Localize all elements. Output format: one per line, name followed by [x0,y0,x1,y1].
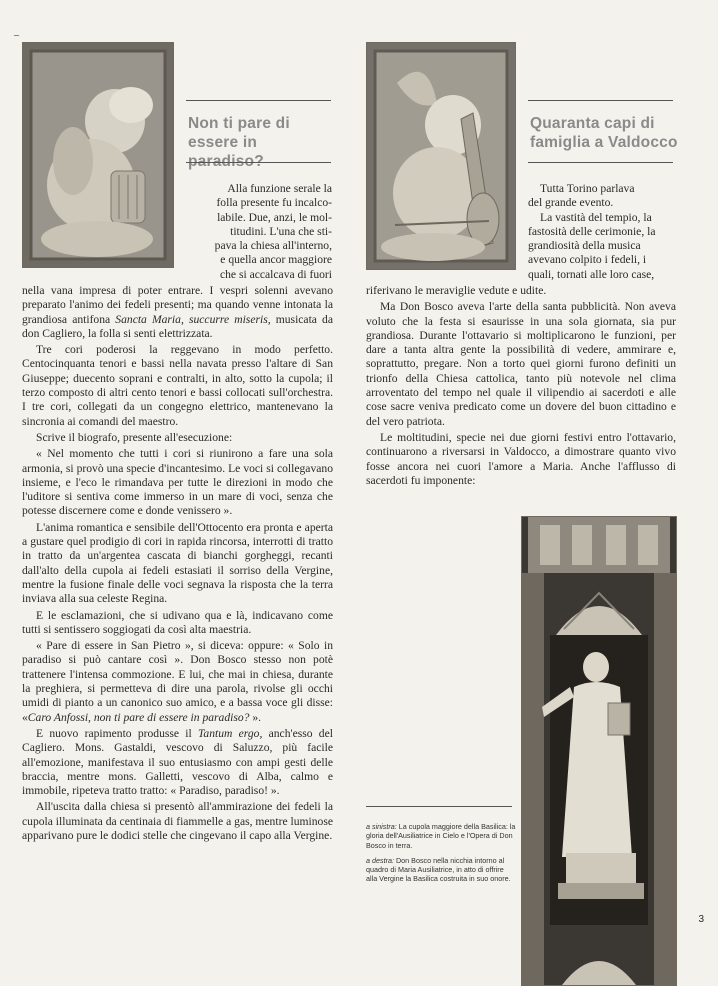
angel-lyre-relief-photo [22,42,174,268]
left-intro-lines [186,182,332,282]
caption-text: Don Bosco nella nicchia intorno al quadro di Maria Ausiliatrice, in atto di offrire alla Vergine la Basilica costruita in suo onore. [366,855,511,884]
right-intro-lines [528,182,674,282]
left-paragraph-8 [22,727,333,798]
caption-left [366,822,516,850]
angel-cello-relief-icon [367,43,515,269]
text-run: ». [249,710,262,724]
left-paragraph-9: All'uscita dalla chiesa si presentò all'ammirazione dei fedeli la cupola illuminata da centinaia di fiammelle a gas, mentre luminose apparivano pure le dodici stelle che cingevano il capo alla Vergine. [22,800,333,842]
caption-label: a sinistra: [366,822,397,831]
intro-line: quali, tornati alle loro case, [528,267,655,281]
angel-lyre-relief-icon [23,43,173,267]
italic-run: Caro Anfossi, non ti pare di essere in paradiso? [27,710,250,724]
left-paragraph-1 [22,284,333,341]
left-title-line2: essere in paradiso? [188,134,264,170]
italic-run: Sancta Maria, succurre miseris, [115,312,271,326]
left-title-line1: Non ti pare di [188,115,290,132]
right-heading-rule-bottom [528,162,673,163]
intro-line: fastosità delle cerimonie, la [528,224,656,238]
right-article-title [530,114,680,152]
photo-captions [366,822,516,890]
caption-text: La cupola maggiore della Basilica: la gloria dell'Ausiliatrice in Cielo e l'Opera di Don Bosco in terra. [366,822,516,850]
left-paragraph-5: L'anima romantica e sensibile dell'Ottocento era pronta e aperta a gustare quel prodigio di cori in rapida rincorsa, interrotti di tratto in tratto da un'argentea cascata di bianchi gorgheggi, recanti dall'alto della cupola ai fedeli estasiati il sorriso della Vergine, mentre la fusione finale delle voci segnava la risposta che la terra inviava alla sua celeste Regina. [22,520,333,606]
intro-line: Tutta Torino parlava [540,182,635,195]
caption-right [366,856,516,884]
intro-line: avevano colpito i fedeli, i [528,253,647,267]
text-run: anch'esso del Cagliero. Mons. Gastaldi, vescovo di Saluzzo, più facile all'emozione, manifestava il suo entusiasmo con ampi gesti delle braccia, mentre mons. Galletti, vescovo di Alba, calmo e immobile, ripeteva tratto tratto: « Paradiso, paradiso! ». [22,726,333,798]
left-article-body [22,284,333,845]
page-number: 3 [698,914,704,925]
intro-line: pava la chiesa all'interno, [214,239,332,253]
angel-cello-relief-photo [366,42,516,270]
left-paragraph-3: Scrive il biografo, presente all'esecuzione: [36,430,233,444]
intro-line: titudini. L'una che sti- [230,224,332,238]
left-heading-rule-top [186,100,331,101]
intro-line: Alla funzione serale la [227,182,332,195]
caption-label: a destra: [366,855,394,865]
right-title-line1: Quaranta capi di [530,115,655,132]
intro-line: La vastità del tempio, la [540,210,652,224]
left-paragraph-6: E le esclamazioni, che si udivano qua e là, indicavano come tutti si sentissero soggiogati da così alta maestria. [22,608,333,636]
don-bosco-statue-photo [521,516,677,986]
intro-line: grandiosità della musica [528,239,641,253]
left-heading-rule-bottom [186,162,331,163]
right-article-body [366,284,676,490]
left-paragraph-4: « Nel momento che tutti i cori si riunirono a fare una sola armonia, si provò una specie d'incantesimo. Le voci si collegavano insieme, e l'eco le rimandava per tutte le direzioni in modo che l'uditore si sentiva come immerso in un mare di voci, senza che potesse discernere come e donde venissero ». [22,447,333,518]
text-run: musicata da don Cagliero, la folla si senti elettrizzata. [22,312,334,340]
left-paragraph-7 [22,639,333,725]
intro-line: labile. Due, anzi, le mol- [217,210,332,224]
right-title-line2: famiglia a Valdocco [530,134,678,151]
intro-line: del grande evento. [528,196,614,210]
text-run: « Pare di essere in San Pietro », si diceva: oppure: « Solo in paradiso si può cantare così ». Don Bosco stesso non potè trattenere l'intensa commozione. E lui, che mai in chiesa, durante la preghiera, si permetteva di dire una parola, rivolse gli occhi umidi di pianto a un canonico suo amico, e a bassa voce gli disse: « [22,639,333,724]
corner-mark: – [14,30,19,41]
right-paragraph-3: Le moltitudini, specie nei due giorni festivi entro l'ottavario, continuarono a riversarsi in Valdocco, a dimostrare quanto vivo fosse ancora nei cuori l'amore a Maria. Anche l'afflusso di sacerdoti fu imponente: [366,430,676,487]
text-run: E nuovo rapimento produsse il [36,726,199,740]
don-bosco-statue-icon [522,517,676,985]
italic-run: Tantum ergo, [198,726,263,740]
text-run: nella vana impresa di poter entrare. I vespri solenni avevano preparato l'animo dei fedeli presenti; ma quando venne intonata la grandiosa antifona [22,284,333,326]
intro-line: folla presente fu incalco- [216,196,332,210]
intro-line: che si accalcava di fuori [219,267,332,281]
right-heading-rule-top [528,100,673,101]
caption-rule [366,806,512,807]
right-paragraph-1: riferivano le meraviglie vedute e udite. [366,284,547,297]
left-paragraph-2: Tre cori poderosi la reggevano in modo perfetto. Centocinquanta tenori e bassi nella navata presso l'altare di San Giuseppe; duecento soprani e contralti, in alto, sotto la cupola; il terzo composto di altri cento tenori e bassi collocati sull'orchestra. I tre cori, collegati da un congegno elettrico, mantenevano la sincronia ai comandi del maestro. [22,343,333,428]
intro-line: e quella ancor maggiore [220,253,332,267]
right-paragraph-2: Ma Don Bosco aveva l'arte della santa pubblicità. Non aveva voluto che la festa si esaurisse in una sola giornata, sia pur grandiosa. Durante l'ottavario si moltiplicarono le funzioni, per dare a tanta altra gente la possibilità di vedere, ammirare e, soprattutto, pregare. Non a torto quei giorni furono definiti un trionfo della Chiesa cattolica, tanto più notevole nel clima arroventato del tempo nel quale il vilipendio ai sacerdoti e alle cose sacre veniva predicato come un dovere del buon cittadino e del vero patriota. [366,300,676,428]
